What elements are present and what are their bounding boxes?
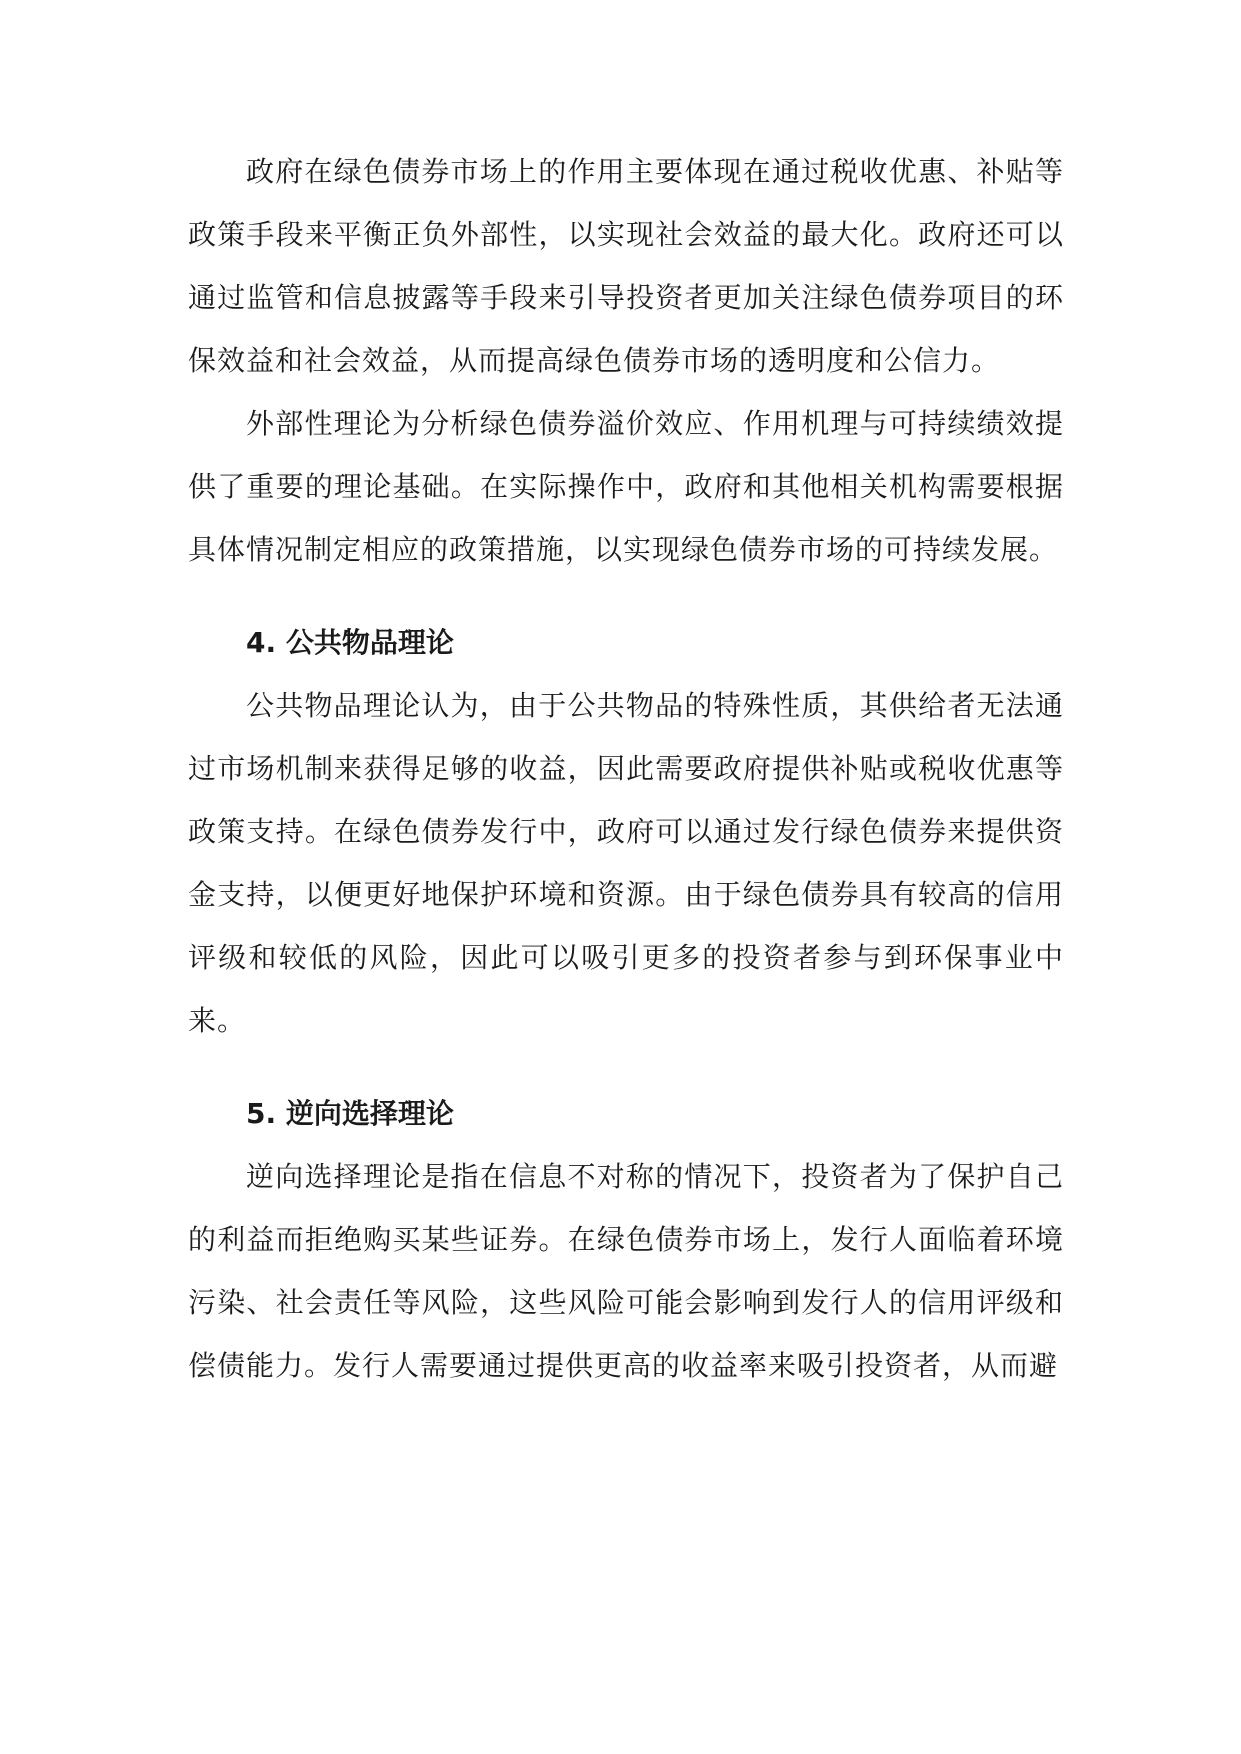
- section-heading-adverse-selection: 5. 逆向选择理论: [246, 1097, 454, 1130]
- document-page: [188, 140, 1064, 1397]
- paragraph-government-role: 政府在绿色债券市场上的作用主要体现在通过税收优惠、补贴等政策手段来平衡正负外部性，以实现社会效益的最大化。政府还可以通过监管和信息披露等手段来引导投资者更加关注绿色债券项目的环保效益和社会效益，从而提高绿色债券市场的透明度和公信力。: [188, 155, 1064, 377]
- paragraph-externality-theory: 外部性理论为分析绿色债券溢价效应、作用机理与可持续绩效提供了重要的理论基础。在实际操作中，政府和其他相关机构需要根据具体情况制定相应的政策措施，以实现绿色债券市场的可持续发展。: [188, 407, 1064, 566]
- paragraph-adverse-selection: 逆向选择理论是指在信息不对称的情况下，投资者为了保护自己的利益而拒绝购买某些证券。在绿色债券市场上，发行人面临着环境污染、社会责任等风险，这些风险可能会影响到发行人的信用评级和偿债能力。发行人需要通过提供更高的收益率来吸引投资者，从而避: [188, 1160, 1064, 1382]
- section-heading-public-goods: 4. 公共物品理论: [246, 626, 454, 659]
- paragraph-public-goods: 公共物品理论认为，由于公共物品的特殊性质，其供给者无法通过市场机制来获得足够的收益，因此需要政府提供补贴或税收优惠等政策支持。在绿色债券发行中，政府可以通过发行绿色债券来提供资金支持，以便更好地保护环境和资源。由于绿色债券具有较高的信用评级和较低的风险，因此可以吸引更多的投资者参与到环保事业中来。: [188, 689, 1064, 1037]
